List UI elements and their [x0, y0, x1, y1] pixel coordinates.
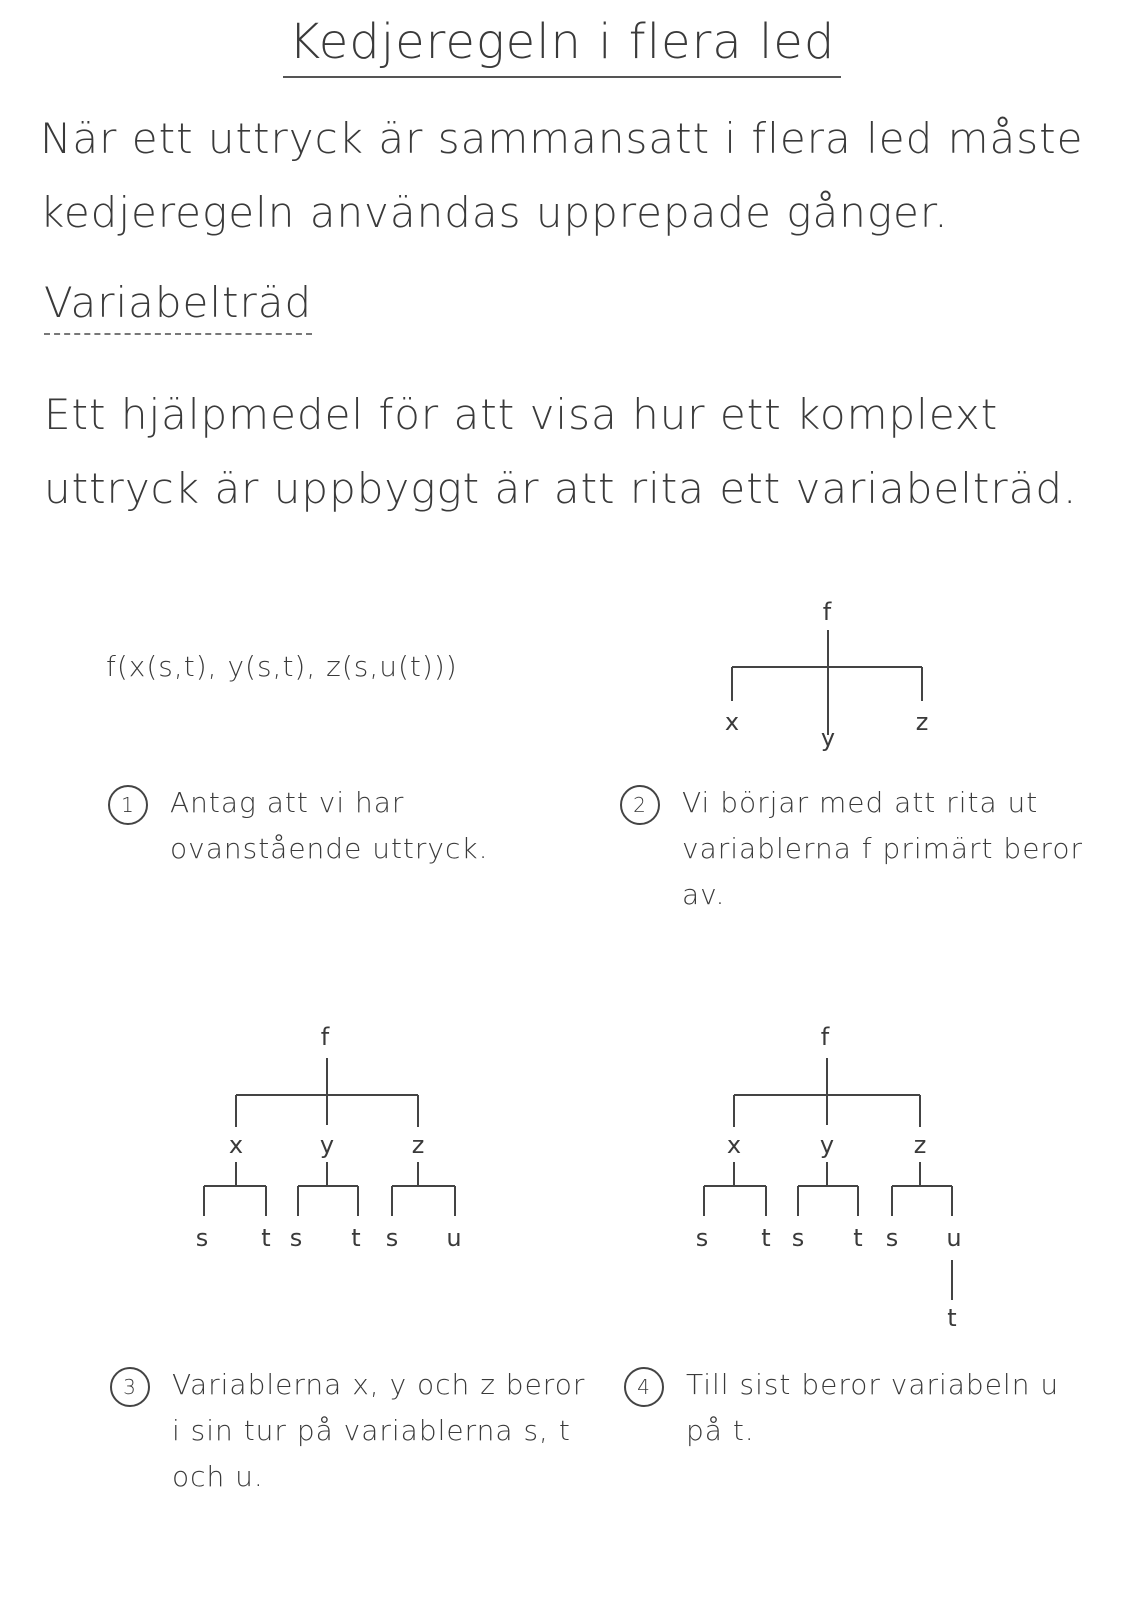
step-text: Till sist beror variabeln u på t. [686, 1368, 1060, 1447]
tree-leaf: u [446, 1224, 462, 1252]
tree-leaf: s [289, 1224, 303, 1252]
tree-leaf: t [853, 1224, 863, 1252]
step-3 [110, 1362, 590, 1493]
tree-leaf: s [695, 1224, 709, 1252]
step-number: 3 [110, 1367, 150, 1407]
step-text: Variablerna x, y och z beror i sin tur på variablerna s, t och u. [172, 1368, 586, 1493]
variable-tree-step4 [680, 1010, 980, 1330]
step-2 [620, 780, 1090, 911]
tree-node: f [820, 1023, 830, 1051]
variable-tree-step3 [180, 1010, 480, 1260]
step-number: 2 [620, 785, 660, 825]
tree-node-y-step2 [815, 725, 845, 755]
section-heading: Variabelträd [44, 278, 312, 335]
tree-node: y [819, 1131, 835, 1159]
step-1 [108, 780, 548, 865]
tree-node: z [411, 1131, 425, 1159]
step-number: 4 [624, 1367, 664, 1407]
section-text: Ett hjälpmedel för att visa hur ett komplext uttryck är uppbyggt är att rita ett variabelträd. [44, 390, 1078, 513]
step-4 [624, 1362, 1094, 1447]
tree-node: z [913, 1131, 927, 1159]
tree-leaf: t [351, 1224, 361, 1252]
step-number: 1 [108, 785, 148, 825]
tree-leaf: s [791, 1224, 805, 1252]
tree-leaf: u [946, 1224, 962, 1252]
tree-leaf: t [947, 1304, 957, 1330]
tree-node: x [228, 1131, 244, 1159]
tree-node: x [724, 708, 740, 736]
tree-node: f [822, 598, 832, 626]
tree-leaf: s [385, 1224, 399, 1252]
variable-tree-step2 [700, 585, 960, 745]
tree-leaf: s [885, 1224, 899, 1252]
intro-text: När ett uttryck är sammansatt i flera led måste kedjeregeln användas upprepade gånger. [40, 114, 1084, 237]
tree-node: x [726, 1131, 742, 1159]
step-text: Antag att vi har ovanstående uttryck. [170, 786, 489, 865]
tree-node: f [320, 1023, 330, 1051]
tree-leaf: t [761, 1224, 771, 1252]
tree-node: y [820, 725, 836, 752]
tree-leaf: t [261, 1224, 271, 1252]
tree-node: z [915, 708, 929, 736]
page-title: Kedjeregeln i flera led [0, 14, 1124, 70]
tree-leaf: s [195, 1224, 209, 1252]
step-text: Vi börjar med att rita ut variablerna f primärt beror av. [682, 786, 1083, 911]
tree-node: y [319, 1131, 335, 1159]
expression: f(x(s,t), y(s,t), z(s,u(t))) [106, 650, 458, 683]
